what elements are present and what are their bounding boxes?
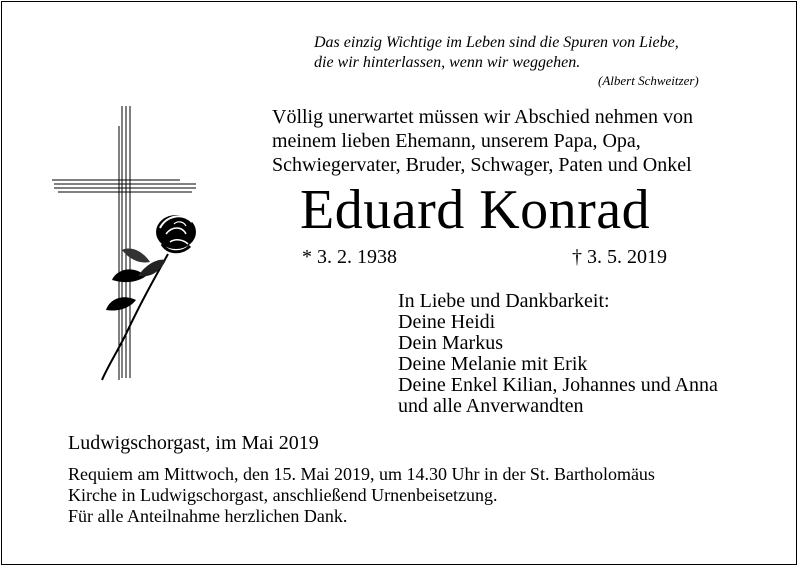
mourners-line: Dein Markus — [398, 332, 503, 354]
deceased-name: Eduard Konrad — [300, 179, 651, 241]
mourners-line: Deine Enkel Kilian, Johannes und Anna — [398, 374, 718, 396]
service-line: Kirche in Ludwigschorgast, anschließend Urnenbeisetzung. — [68, 485, 498, 505]
cross-with-rose-icon — [50, 104, 200, 382]
birth-date: * 3. 2. 1938 — [302, 246, 397, 268]
intro-text — [272, 105, 693, 177]
service-info — [68, 464, 655, 527]
quote — [314, 33, 679, 73]
quote-line: Das einzig Wichtige im Leben sind die Spuren von Liebe, — [314, 34, 679, 51]
intro-line: Schwiegervater, Bruder, Schwager, Paten und Onkel — [272, 154, 692, 176]
mourners-line: Deine Heidi — [398, 311, 496, 333]
place-date: Ludwigschorgast, im Mai 2019 — [68, 432, 319, 454]
mourners-line: Deine Melanie mit Erik — [398, 353, 588, 375]
service-line: Für alle Anteilnahme herzlichen Dank. — [68, 506, 348, 526]
mourners-list — [398, 291, 718, 417]
service-line: Requiem am Mittwoch, den 15. Mai 2019, um 14.30 Uhr in der St. Bartholomäus — [68, 464, 655, 484]
intro-line: meinem lieben Ehemann, unserem Papa, Opa, — [272, 130, 641, 152]
death-date: † 3. 5. 2019 — [572, 246, 667, 268]
mourners-line: In Liebe und Dankbarkeit: — [398, 290, 610, 312]
quote-author: (Albert Schweitzer) — [598, 73, 699, 88]
intro-line: Völlig unerwartet müssen wir Abschied nehmen von — [272, 106, 694, 128]
quote-line: die wir hinterlassen, wenn wir weggehen. — [314, 54, 581, 71]
mourners-line: und alle Anverwandten — [398, 395, 584, 417]
